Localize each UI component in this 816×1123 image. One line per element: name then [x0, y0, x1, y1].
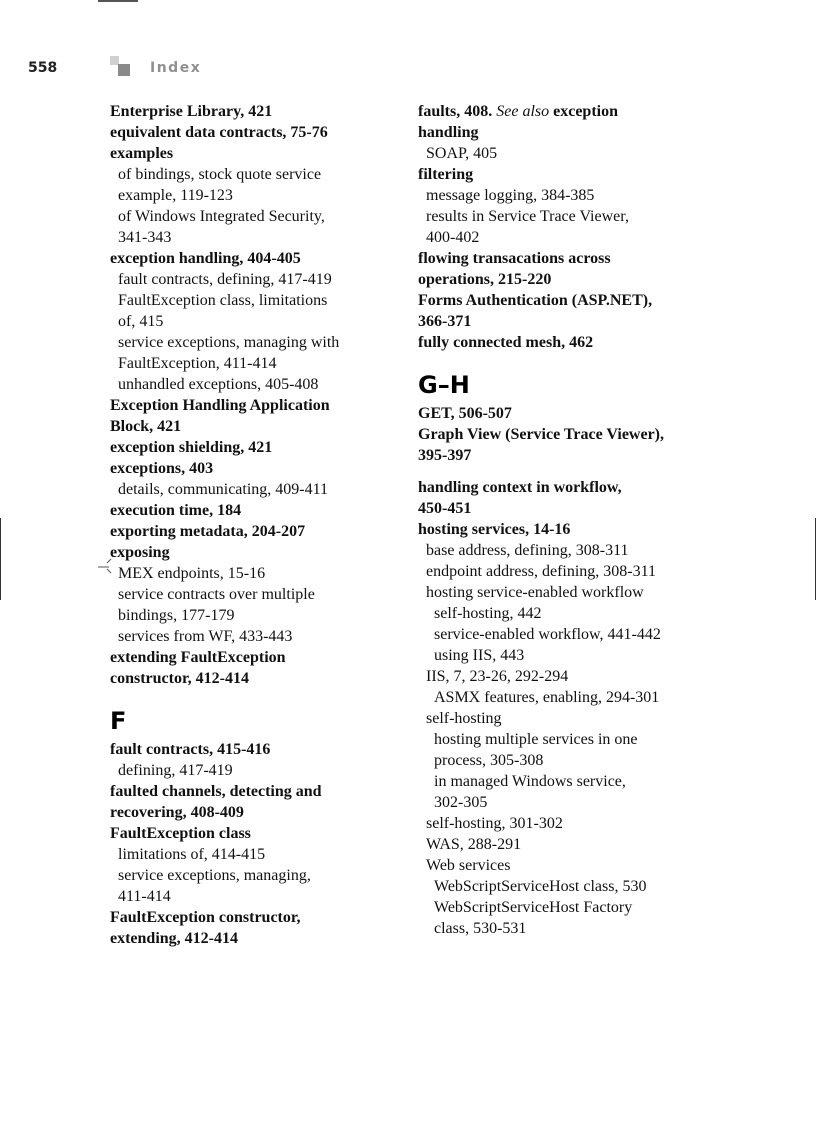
index-entry-line: FaultException constructor,	[110, 909, 301, 926]
index-entry-line: of bindings, stock quote service	[118, 166, 322, 183]
index-entry-line: in managed Windows service,	[434, 773, 626, 790]
index-letter-heading: F	[110, 707, 127, 735]
index-entry	[418, 424, 718, 466]
index-entry-line: service exceptions, managing with	[118, 334, 340, 351]
index-entry-line: endpoint address, defining, 308-311	[426, 563, 657, 580]
index-column-right	[418, 101, 718, 939]
index-entry-line: Graph View (Service Trace Viewer),	[418, 426, 664, 443]
index-entry-line: class, 530-531	[434, 920, 527, 937]
index-entry-line: exceptions, 403	[110, 460, 214, 477]
index-entry	[418, 248, 718, 290]
index-subentry	[418, 876, 718, 897]
index-entry-line: exporting metadata, 204-207	[110, 523, 306, 540]
index-entry-line: execution time, 184	[110, 502, 242, 519]
index-entry-line: fully connected mesh, 462	[418, 334, 594, 351]
index-subentry	[110, 563, 395, 584]
index-entry-line: WAS, 288-291	[426, 836, 522, 853]
index-entry	[418, 477, 718, 519]
index-entry-line: extending FaultException	[110, 649, 286, 666]
index-entry	[418, 403, 718, 424]
index-subentry	[418, 582, 718, 603]
index-entry-line: fault contracts, defining, 417-419	[118, 271, 332, 288]
index-entry-line: exception handling, 404-405	[110, 250, 301, 267]
index-subentry	[418, 771, 718, 813]
index-entry-line: hosting services, 14-16	[418, 521, 571, 538]
index-entry-line: FaultException class, limitations	[118, 292, 328, 309]
index-subentry	[418, 834, 718, 855]
index-entry	[110, 521, 395, 542]
index-entry-line: 411-414	[118, 888, 171, 905]
index-subentry	[110, 206, 395, 248]
index-entry-line: service exceptions, managing,	[118, 867, 311, 884]
index-entry-line: using IIS, 443	[434, 647, 525, 664]
index-entry-line: handling	[418, 124, 479, 141]
index-subentry	[110, 584, 395, 626]
index-entry-line: faults, 408. See also exception	[418, 103, 618, 120]
index-entry-line: FaultException, 411-414	[118, 355, 277, 372]
index-entry	[110, 143, 395, 164]
index-subentry	[418, 666, 718, 687]
index-entry-line: MEX endpoints, 15-16	[118, 565, 266, 582]
index-entry-line: self-hosting	[426, 710, 502, 727]
index-entry	[110, 458, 395, 479]
index-entry	[110, 437, 395, 458]
index-entry-line: service contracts over multiple	[118, 586, 315, 603]
index-entry-line: services from WF, 433-443	[118, 628, 293, 645]
section-marker-icon	[110, 56, 132, 78]
index-entry	[110, 542, 395, 563]
index-subentry	[418, 206, 718, 248]
index-entry-line: filtering	[418, 166, 474, 183]
index-subentry	[110, 626, 395, 647]
index-subentry	[110, 269, 395, 290]
index-entry-line: FaultException class	[110, 825, 251, 842]
index-entry-line: recovering, 408-409	[110, 804, 244, 821]
index-entry	[110, 395, 395, 437]
index-entry-line: GET, 506-507	[418, 405, 512, 422]
index-entry	[110, 101, 395, 122]
index-subentry	[110, 479, 395, 500]
index-entry	[110, 647, 395, 689]
index-subentry	[418, 813, 718, 834]
index-subentry	[110, 760, 395, 781]
index-subentry	[418, 897, 718, 939]
index-entry-line: 302-305	[434, 794, 488, 811]
index-entry	[110, 122, 395, 143]
index-subentry	[418, 729, 718, 771]
index-column-left	[110, 101, 395, 949]
index-subentry	[110, 290, 395, 332]
index-subentry	[418, 624, 718, 645]
index-entry-line: self-hosting, 301-302	[426, 815, 563, 832]
index-entry-line: service-enabled workflow, 441-442	[434, 626, 661, 643]
index-entry	[110, 823, 395, 844]
index-entry-line: base address, defining, 308-311	[426, 542, 629, 559]
index-entry-line: Block, 421	[110, 418, 182, 435]
index-entry-line: faulted channels, detecting and	[110, 783, 322, 800]
index-entry	[418, 519, 718, 540]
index-subentry	[418, 143, 718, 164]
index-entry-line: examples	[110, 145, 174, 162]
index-entry-line: fault contracts, 415-416	[110, 741, 271, 758]
index-entry-line: message logging, 384-385	[426, 187, 595, 204]
index-subentry	[418, 708, 718, 729]
index-entry	[110, 248, 395, 269]
index-subentry	[110, 844, 395, 865]
left-edge-mark	[0, 518, 1, 600]
index-subentry	[418, 561, 718, 582]
index-entry	[110, 739, 395, 760]
index-entry	[418, 164, 718, 185]
top-rule	[98, 0, 138, 2]
index-entry-line: SOAP, 405	[426, 145, 498, 162]
index-entry-line: limitations of, 414-415	[118, 846, 266, 863]
index-entry-line: 366-371	[418, 313, 472, 330]
index-entry-line: ASMX features, enabling, 294-301	[434, 689, 660, 706]
index-entry	[418, 101, 718, 143]
index-entry-line: Exception Handling Application	[110, 397, 330, 414]
index-entry-line: of, 415	[118, 313, 164, 330]
index-entry-line: flowing transacations across	[418, 250, 611, 267]
index-entry-line: handling context in workflow,	[418, 479, 622, 496]
page-number: 558	[28, 60, 58, 76]
index-entry-line: IIS, 7, 23-26, 292-294	[426, 668, 569, 685]
index-entry-line: Enterprise Library, 421	[110, 103, 273, 120]
index-entry	[110, 781, 395, 823]
index-entry-line: operations, 215-220	[418, 271, 552, 288]
index-entry-line: details, communicating, 409-411	[118, 481, 329, 498]
index-entry-line: 400-402	[426, 229, 480, 246]
index-entry-line: 450-451	[418, 500, 472, 517]
index-subentry	[418, 540, 718, 561]
index-entry-line: self-hosting, 442	[434, 605, 542, 622]
index-entry-line: 341-343	[118, 229, 172, 246]
index-entry-line: Web services	[426, 857, 511, 874]
index-entry-line: exposing	[110, 544, 170, 561]
index-entry-line: defining, 417-419	[118, 762, 233, 779]
index-entry-line: extending, 412-414	[110, 930, 238, 947]
index-entry-line: WebScriptServiceHost Factory	[434, 899, 633, 916]
index-entry-line: bindings, 177-179	[118, 607, 235, 624]
running-head: Index	[150, 60, 202, 76]
index-subentry	[418, 645, 718, 666]
index-entry	[418, 332, 718, 353]
index-entry	[110, 907, 395, 949]
index-entry-line: process, 305-308	[434, 752, 544, 769]
index-entry-line: example, 119-123	[118, 187, 233, 204]
index-entry	[418, 290, 718, 332]
index-entry-line: of Windows Integrated Security,	[118, 208, 325, 225]
index-subentry	[110, 374, 395, 395]
index-entry-line: constructor, 412-414	[110, 670, 249, 687]
index-subentry	[418, 855, 718, 876]
index-subentry	[110, 865, 395, 907]
index-subentry	[110, 332, 395, 374]
index-entry-line: results in Service Trace Viewer,	[426, 208, 629, 225]
index-subentry	[418, 687, 718, 708]
index-entry-line: WebScriptServiceHost class, 530	[434, 878, 647, 895]
index-subentry	[418, 185, 718, 206]
index-entry-line: hosting multiple services in one	[434, 731, 638, 748]
index-subentry	[418, 603, 718, 624]
index-entry	[110, 500, 395, 521]
index-entry-line: hosting service-enabled workflow	[426, 584, 644, 601]
index-subentry	[110, 164, 395, 206]
index-entry-line: equivalent data contracts, 75-76	[110, 124, 328, 141]
index-entry-line: unhandled exceptions, 405-408	[118, 376, 319, 393]
index-entry-line: exception shielding, 421	[110, 439, 273, 456]
index-letter-heading: G–H	[418, 371, 470, 399]
see-also-reference: See also	[496, 103, 550, 120]
index-entry-line: Forms Authentication (ASP.NET),	[418, 292, 653, 309]
index-entry-line: 395-397	[418, 447, 472, 464]
